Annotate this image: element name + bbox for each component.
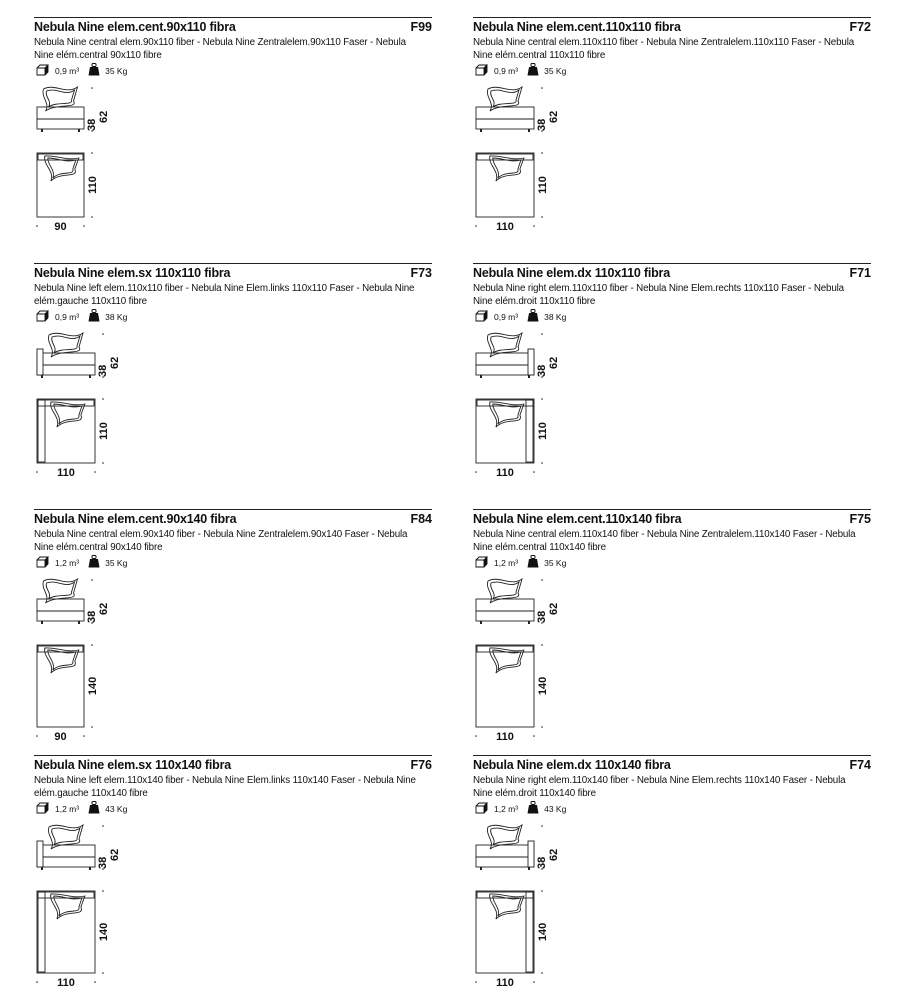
front-view bbox=[37, 579, 110, 624]
weight-value: 35 Kg bbox=[544, 557, 567, 568]
depth-label: 110 bbox=[87, 176, 99, 194]
product-specs bbox=[36, 63, 127, 78]
weight-value: 35 Kg bbox=[544, 65, 567, 76]
volume-value: 0,9 m³ bbox=[494, 65, 519, 76]
width-label: 90 bbox=[54, 221, 67, 233]
product-description: Nebula Nine central elem.90x140 fiber - Nebula Nine Zentralelem.90x140 Faser - Nebula Nine elém.central 90x140 fibre bbox=[34, 529, 408, 553]
sofa-drawing bbox=[473, 79, 583, 259]
product-description: Nebula Nine central elem.90x110 fiber - Nebula Nine Zentralelem.90x110 Faser - Nebula Nine elém.central 90x110 fibre bbox=[34, 37, 406, 61]
product-code: F84 bbox=[410, 512, 432, 526]
volume-value: 0,9 m³ bbox=[55, 311, 80, 322]
product-title: Nebula Nine elem.cent.110x110 fibra bbox=[473, 20, 681, 34]
weight-icon bbox=[88, 801, 100, 816]
height-label: 62 bbox=[548, 602, 560, 615]
box-volume-icon bbox=[36, 556, 50, 570]
product-title: Nebula Nine elem.cent.90x110 fibra bbox=[34, 20, 236, 34]
depth-label: 140 bbox=[537, 676, 549, 696]
front-view bbox=[37, 87, 110, 132]
sofa-drawing bbox=[34, 817, 144, 997]
depth-label: 110 bbox=[537, 176, 549, 194]
weight-value: 38 Kg bbox=[105, 311, 128, 322]
seat-height-label: 38 bbox=[86, 118, 98, 131]
width-label: 110 bbox=[496, 467, 514, 479]
box-volume-icon bbox=[475, 556, 489, 570]
divider bbox=[473, 263, 871, 264]
product-drawing bbox=[34, 571, 144, 756]
weight-icon bbox=[527, 63, 539, 78]
seat-height-label: 38 bbox=[536, 856, 548, 869]
box-volume-icon bbox=[475, 310, 489, 324]
height-label: 62 bbox=[109, 356, 121, 369]
volume-value: 1,2 m³ bbox=[55, 557, 80, 568]
box-volume-icon bbox=[36, 310, 50, 324]
product-specs bbox=[475, 309, 566, 324]
front-view bbox=[37, 825, 121, 870]
width-label: 90 bbox=[54, 731, 67, 743]
box-volume-icon bbox=[475, 802, 489, 816]
divider bbox=[34, 755, 432, 756]
height-label: 62 bbox=[548, 110, 560, 123]
sofa-drawing bbox=[473, 571, 583, 751]
product-code: F74 bbox=[849, 758, 871, 772]
depth-label: 110 bbox=[98, 422, 110, 440]
product-code: F99 bbox=[410, 20, 432, 34]
weight-icon bbox=[527, 309, 539, 324]
seat-height-label: 38 bbox=[86, 610, 98, 623]
width-label: 110 bbox=[496, 221, 514, 233]
weight-value: 43 Kg bbox=[105, 803, 128, 814]
seat-height-label: 38 bbox=[97, 856, 109, 869]
volume-value: 1,2 m³ bbox=[494, 803, 519, 814]
volume-value: 1,2 m³ bbox=[494, 557, 519, 568]
product-description: Nebula Nine right elem.110x110 fiber - Nebula Nine Elem.rechts 110x110 Faser - Nebula Nine elém.droit 110x110 fibre bbox=[473, 283, 844, 307]
product-title: Nebula Nine elem.sx 110x110 fibra bbox=[34, 266, 231, 280]
product-description: Nebula Nine right elem.110x140 fiber - Nebula Nine Elem.rechts 110x140 Faser - Nebula Nine elém.droit 110x140 fibre bbox=[473, 775, 846, 799]
product-description: Nebula Nine central elem.110x110 fiber - Nebula Nine Zentralelem.110x110 Faser - Nebula Nine elém.central 110x110 fibre bbox=[473, 37, 855, 61]
height-label: 62 bbox=[109, 848, 121, 861]
depth-label: 110 bbox=[537, 422, 549, 440]
weight-icon bbox=[527, 555, 539, 570]
product-description: Nebula Nine central elem.110x140 fiber - Nebula Nine Zentralelem.110x140 Faser - Nebula Nine elém.central 110x140 fibre bbox=[473, 529, 856, 553]
weight-icon bbox=[88, 309, 100, 324]
weight-icon bbox=[88, 63, 100, 78]
product-code: F71 bbox=[849, 266, 871, 280]
front-view bbox=[476, 825, 560, 870]
product-drawing bbox=[34, 817, 144, 1002]
front-view bbox=[476, 579, 560, 624]
plan-view bbox=[36, 644, 99, 743]
seat-height-label: 38 bbox=[536, 118, 548, 131]
product-code: F72 bbox=[849, 20, 871, 34]
product-title: Nebula Nine elem.dx 110x110 fibra bbox=[473, 266, 670, 280]
product-specs bbox=[36, 309, 127, 324]
width-label: 110 bbox=[57, 467, 75, 479]
plan-view bbox=[475, 644, 549, 743]
height-label: 62 bbox=[98, 110, 110, 123]
divider bbox=[34, 509, 432, 510]
divider bbox=[473, 509, 871, 510]
product-specs bbox=[475, 63, 566, 78]
product-description: Nebula Nine left elem.110x110 fiber - Nebula Nine Elem.links 110x110 Faser - Nebula Nine elém.gauche 110x110 fibre bbox=[34, 283, 415, 307]
plan-view bbox=[36, 890, 110, 989]
sofa-drawing bbox=[34, 79, 144, 259]
width-label: 110 bbox=[496, 977, 514, 989]
plan-view bbox=[475, 890, 549, 989]
sofa-drawing bbox=[473, 817, 583, 997]
product-title: Nebula Nine elem.cent.90x140 fibra bbox=[34, 512, 237, 526]
product-code: F73 bbox=[410, 266, 432, 280]
seat-height-label: 38 bbox=[536, 610, 548, 623]
weight-icon bbox=[527, 801, 539, 816]
weight-value: 38 Kg bbox=[544, 311, 567, 322]
weight-value: 43 Kg bbox=[544, 803, 567, 814]
plan-view bbox=[475, 152, 549, 233]
box-volume-icon bbox=[475, 64, 489, 78]
volume-value: 0,9 m³ bbox=[494, 311, 519, 322]
product-specs bbox=[475, 801, 566, 816]
plan-view bbox=[36, 152, 99, 233]
height-label: 62 bbox=[548, 848, 560, 861]
product-title: Nebula Nine elem.sx 110x140 fibra bbox=[34, 758, 231, 772]
product-specs bbox=[36, 555, 127, 570]
product-title: Nebula Nine elem.cent.110x140 fibra bbox=[473, 512, 682, 526]
box-volume-icon bbox=[36, 802, 50, 816]
product-drawing bbox=[473, 79, 583, 264]
sofa-drawing bbox=[34, 571, 144, 751]
divider bbox=[34, 17, 432, 18]
weight-value: 35 Kg bbox=[105, 557, 128, 568]
sofa-drawing bbox=[473, 325, 583, 505]
product-code: F75 bbox=[849, 512, 871, 526]
divider bbox=[473, 755, 871, 756]
product-drawing bbox=[473, 817, 583, 1002]
sofa-drawing bbox=[34, 325, 144, 505]
product-specs bbox=[36, 801, 127, 816]
divider bbox=[34, 263, 432, 264]
depth-label: 140 bbox=[98, 922, 110, 942]
height-label: 62 bbox=[98, 602, 110, 615]
product-title: Nebula Nine elem.dx 110x140 fibra bbox=[473, 758, 671, 772]
width-label: 110 bbox=[57, 977, 75, 989]
front-view bbox=[37, 333, 121, 378]
product-description: Nebula Nine left elem.110x140 fiber - Nebula Nine Elem.links 110x140 Faser - Nebula Nine elém.gauche 110x140 fibre bbox=[34, 775, 416, 799]
plan-view bbox=[36, 398, 110, 479]
weight-icon bbox=[88, 555, 100, 570]
product-code: F76 bbox=[410, 758, 432, 772]
front-view bbox=[476, 333, 560, 378]
product-drawing bbox=[34, 79, 144, 264]
volume-value: 1,2 m³ bbox=[55, 803, 80, 814]
product-drawing bbox=[34, 325, 144, 510]
box-volume-icon bbox=[36, 64, 50, 78]
depth-label: 140 bbox=[87, 676, 99, 696]
product-drawing bbox=[473, 325, 583, 510]
product-drawing bbox=[473, 571, 583, 756]
weight-value: 35 Kg bbox=[105, 65, 128, 76]
divider bbox=[473, 17, 871, 18]
front-view bbox=[476, 87, 560, 132]
plan-view bbox=[475, 398, 549, 479]
product-specs bbox=[475, 555, 566, 570]
height-label: 62 bbox=[548, 356, 560, 369]
depth-label: 140 bbox=[537, 922, 549, 942]
volume-value: 0,9 m³ bbox=[55, 65, 80, 76]
seat-height-label: 38 bbox=[97, 364, 109, 377]
seat-height-label: 38 bbox=[536, 364, 548, 377]
width-label: 110 bbox=[496, 731, 514, 743]
